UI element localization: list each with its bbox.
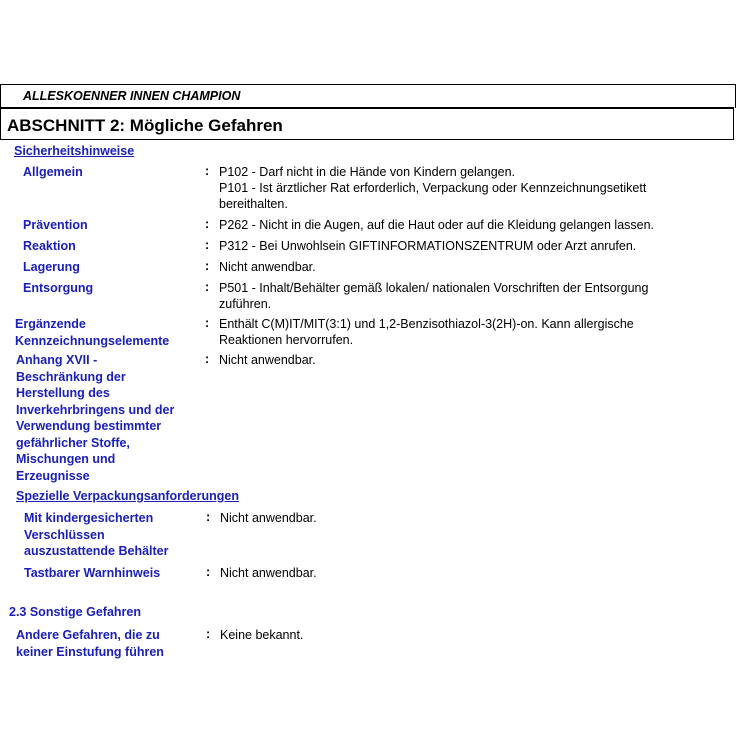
label-allgemein: Allgemein [23, 165, 83, 179]
colon: : [206, 627, 211, 641]
label-line: Ergänzende [15, 317, 86, 331]
label-line: gefährlicher Stoffe, [16, 435, 130, 450]
label-tactile: Tastbarer Warnhinweis [24, 566, 161, 580]
colon: : [205, 164, 210, 178]
label-line: Mischungen und [16, 452, 116, 466]
colon: : [206, 565, 211, 579]
value-allgemein [219, 164, 646, 212]
label-line: Beschränkung der [16, 369, 126, 384]
value-line: P101 - Ist ärztlicher Rat erforderlich, Verpackung oder Kennzeichnungsetikett [219, 181, 647, 195]
colon: : [205, 259, 210, 273]
section-title: ABSCHNITT 2: Mögliche Gefahren [7, 116, 283, 135]
label-annex [16, 352, 174, 484]
value-line: Enthält C(M)IT/MIT(3:1) und 1,2-Benzisothiazol-3(2H)-on. Kann allergische [219, 317, 634, 331]
value-line: Reaktionen hervorrufen. [219, 333, 354, 347]
colon: : [205, 316, 210, 330]
label-line: auszustattende Behälter [24, 544, 169, 558]
value-reaktion: P312 - Bei Unwohlsein GIFTINFORMATIONSZENTRUM oder Arzt anrufen. [219, 239, 637, 253]
colon: : [205, 352, 210, 366]
value-annex: Nicht anwendbar. [219, 353, 316, 367]
label-line: Erzeugnisse [16, 468, 90, 483]
value-child-resistant: Nicht anwendbar. [220, 511, 317, 525]
value-tactile: Nicht anwendbar. [220, 566, 317, 580]
section-title-bar [0, 107, 734, 140]
label-line: Mit kindergesicherten [24, 511, 154, 525]
value-line: bereithalten. [219, 197, 288, 211]
label-supplemental [15, 316, 169, 349]
label-line: Inverkehrbringens und der [16, 402, 175, 417]
value-other-hazards: Keine bekannt. [220, 628, 304, 642]
label-line: Anhang XVII - [16, 353, 98, 367]
value-lagerung: Nicht anwendbar. [219, 260, 316, 274]
value-line: P102 - Darf nicht in die Hände von Kindern gelangen. [219, 165, 516, 179]
label-entsorgung: Entsorgung [23, 281, 94, 295]
other-hazards-heading: 2.3 Sonstige Gefahren [9, 605, 141, 619]
colon: : [205, 280, 210, 294]
label-child-resistant [24, 510, 168, 560]
product-name-bar [0, 84, 736, 108]
label-line: Andere Gefahren, die zu [16, 628, 160, 642]
value-entsorgung [219, 280, 648, 312]
value-supplemental [219, 316, 634, 348]
label-line: Verschlüssen [24, 527, 105, 542]
value-praevention: P262 - Nicht in die Augen, auf die Haut oder auf die Kleidung gelangen lassen. [219, 218, 655, 232]
label-reaktion: Reaktion [23, 239, 76, 253]
value-line: zuführen. [219, 297, 272, 311]
product-name: ALLESKOENNER INNEN CHAMPION [23, 89, 241, 103]
value-line: P501 - Inhalt/Behälter gemäß lokalen/ nationalen Vorschriften der Entsorgung [219, 281, 649, 295]
label-praevention: Prävention [23, 218, 88, 232]
safety-heading: Sicherheitshinweise [14, 144, 135, 158]
colon: : [205, 217, 210, 231]
label-line: keiner Einstufung führen [16, 644, 164, 659]
label-line: Herstellung des [16, 386, 110, 400]
colon: : [206, 510, 211, 524]
label-other-hazards [16, 627, 164, 660]
label-line: Verwendung bestimmter [16, 419, 162, 433]
label-line: Kennzeichnungselemente [15, 333, 170, 348]
packaging-heading: Spezielle Verpackungsanforderungen [16, 489, 239, 503]
label-lagerung: Lagerung [23, 260, 80, 274]
colon: : [205, 238, 210, 252]
